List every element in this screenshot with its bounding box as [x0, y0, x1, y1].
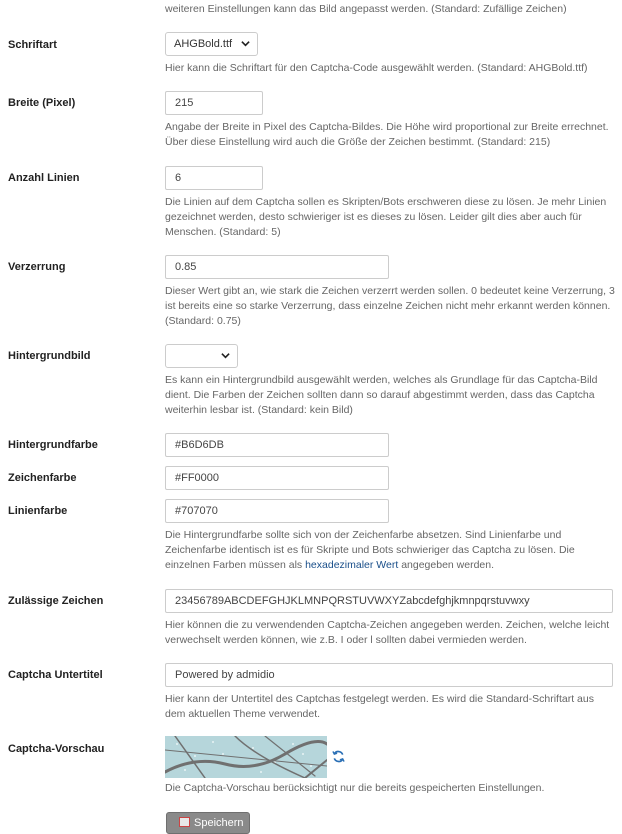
- farben-help: [165, 528, 615, 573]
- chevron-down-icon: [241, 39, 250, 48]
- breite-input[interactable]: 215: [165, 91, 263, 115]
- farben-help-end: angegeben werden.: [398, 559, 495, 571]
- verzerrung-label: Verzerrung: [8, 261, 66, 273]
- hintergrundfarbe-label: Hintergrundfarbe: [8, 439, 98, 451]
- linienfarbe-label: Linienfarbe: [8, 505, 68, 517]
- untertitel-input[interactable]: Powered by admidio: [165, 663, 613, 687]
- hex-link[interactable]: hexadezimaler Wert: [305, 559, 399, 571]
- schriftart-value: AHGBold.ttf: [174, 38, 233, 50]
- zeichen-help: Hier können die zu verwendenden Captcha-Zeichen angegeben werden. Zeichen, welche leicht verwechselt werden können, wie z.B. I oder l sollten dabei vermieden werden.: [165, 619, 610, 646]
- breite-help: Angabe der Breite in Pixel des Captcha-Bildes. Die Höhe wird proportional zur Breite errechnet. Über diese Einstellung wird auch die Größe der Zeichen bestimmt. (Standard: 215): [165, 121, 609, 148]
- save-button-label: Speichern: [194, 817, 244, 829]
- refresh-icon[interactable]: [332, 750, 345, 763]
- captcha-preview-image: [165, 736, 327, 778]
- farben-help-text: Die Hintergrundfarbe sollte sich von der Zeichenfarbe absetzen. Sind Linienfarbe und Zeichenfarbe identisch ist es für Skripte und Bots schwieriger das Captcha zu lösen. Die einzelnen Farben müssen als: [165, 529, 575, 571]
- schriftart-help: Hier kann die Schriftart für den Captcha-Code ausgewählt werden. (Standard: AHGBold.ttf): [165, 62, 588, 74]
- vorschau-help: Die Captcha-Vorschau berücksichtigt nur die bereits gespeicherten Einstellungen.: [165, 782, 545, 794]
- save-button[interactable]: [166, 812, 250, 834]
- anzahl-linien-label: Anzahl Linien: [8, 172, 80, 184]
- zeichen-label: Zulässige Zeichen: [8, 595, 104, 607]
- hintergrundfarbe-input[interactable]: #B6D6DB: [165, 433, 389, 457]
- zeichenfarbe-label: Zeichenfarbe: [8, 472, 77, 484]
- hintergrundbild-select[interactable]: [165, 344, 238, 368]
- breite-label: Breite (Pixel): [8, 97, 76, 109]
- verzerrung-help: Dieser Wert gibt an, wie stark die Zeichen verzerrt werden sollen. 0 bedeutet keine Verzerrung, 3 ist bereits eine so starke Verzerrung, dass einzelne Zeichen nicht mehr erkannt werden können. (Standard: 0.75): [165, 285, 615, 327]
- verzerrung-input[interactable]: 0.85: [165, 255, 389, 279]
- schriftart-select[interactable]: [165, 32, 258, 56]
- zeichenfarbe-input[interactable]: #FF0000: [165, 466, 389, 490]
- linienfarbe-input[interactable]: #707070: [165, 499, 389, 523]
- hintergrundbild-help: Es kann ein Hintergrundbild ausgewählt werden, welches als Grundlage für das Captcha-Bild dient. Die Farben der Zeichen sollten dann so darauf abgestimmt werden, dass das Captcha weiterhin lesbar ist. (Standard: kein Bild): [165, 374, 598, 416]
- schriftart-label: Schriftart: [8, 39, 57, 51]
- save-icon: [179, 817, 190, 827]
- top-help-text: weiteren Einstellungen kann das Bild angepasst werden. (Standard: Zufällige Zeichen): [165, 3, 567, 15]
- untertitel-help: Hier kann der Untertitel des Captchas festgelegt werden. Es wird die Standard-Schriftart aus dem aktuellen Theme verwendet.: [165, 693, 594, 720]
- untertitel-label: Captcha Untertitel: [8, 669, 103, 681]
- zeichen-input[interactable]: 23456789ABCDEFGHJKLMNPQRSTUVWXYZabcdefghjkmnpqrstuvwxy: [165, 589, 613, 613]
- vorschau-label: Captcha-Vorschau: [8, 743, 105, 755]
- hintergrundbild-label: Hintergrundbild: [8, 350, 91, 362]
- anzahl-linien-input[interactable]: 6: [165, 166, 263, 190]
- chevron-down-icon: [221, 351, 230, 360]
- anzahl-linien-help: Die Linien auf dem Captcha sollen es Skripten/Bots erschweren diese zu lösen. Je mehr Linien gezeichnet werden, desto schwieriger ist es dieses zu lösen. Leider gilt dies aber auch für Menschen. (Standard: 5): [165, 196, 607, 238]
